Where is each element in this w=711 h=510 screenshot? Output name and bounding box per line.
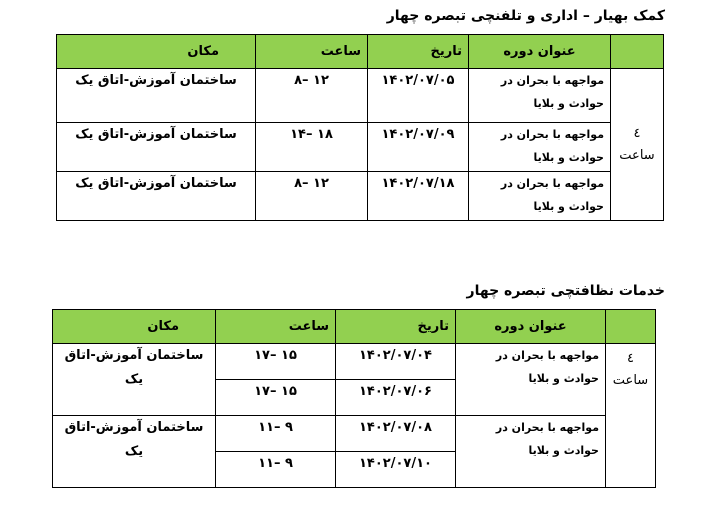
header-place: مکان [53,310,216,344]
date-cell: ۱۴۰۲/۰۷/۰۹ [368,123,469,172]
hours-cell [611,69,664,221]
hours-number: ٤ [627,351,634,366]
date-cell: ۱۴۰۲/۰۷/۰۶ [336,380,456,416]
hours-label: ساعت [612,373,649,388]
header-date: تاریخ [368,35,469,69]
place-cell: ساختمان آموزش-اتاق یک [57,69,256,123]
time-cell: ۱۲ –۸ [256,69,368,123]
time-cell: ۱۵ –۱۷ [216,344,336,380]
time-cell: ۹ –۱۱ [216,416,336,452]
course-name: مواجهه با بحران در حوادث و بلایا [469,172,611,221]
hours-label: ساعت [619,147,655,163]
course-name: مواجهه با بحران در حوادث و بلایا [456,416,606,488]
header-time: ساعت [256,35,368,69]
table-row [57,69,664,123]
time-cell: ۱۲ –۸ [256,172,368,221]
table-header-row [57,35,664,69]
schedule-table-assistant-nurse [56,34,664,221]
place-cell: ساختمان آموزش-اتاق یک [53,416,216,488]
time-cell: ۹ –۱۱ [216,452,336,488]
header-course: عنوان دوره [456,310,606,344]
table-header-row [53,310,656,344]
place-cell: ساختمان آموزش-اتاق یک [57,123,256,172]
hours-number: ٤ [633,125,641,141]
course-name: مواجهه با بحران در حوادث و بلایا [469,123,611,172]
time-cell: ۱۸ –۱۴ [256,123,368,172]
date-cell: ۱۴۰۲/۰۷/۱۸ [368,172,469,221]
table-row [57,123,664,172]
table-row [57,172,664,221]
header-blank [606,310,656,344]
place-cell: ساختمان آموزش-اتاق یک [57,172,256,221]
table-row [53,344,656,380]
header-time: ساعت [216,310,336,344]
header-course: عنوان دوره [469,35,611,69]
course-name: مواجهه با بحران در حوادث و بلایا [469,69,611,123]
section-title-assistant-nurse: کمک بهیار – اداری و تلفنچی تبصره چهار [386,8,665,24]
date-cell: ۱۴۰۲/۰۷/۰۵ [368,69,469,123]
header-blank [611,35,664,69]
date-cell: ۱۴۰۲/۰۷/۰۴ [336,344,456,380]
header-date: تاریخ [336,310,456,344]
time-cell: ۱۵ –۱۷ [216,380,336,416]
place-cell: ساختمان آموزش-اتاق یک [53,344,216,416]
date-cell: ۱۴۰۲/۰۷/۰۸ [336,416,456,452]
date-cell: ۱۴۰۲/۰۷/۱۰ [336,452,456,488]
section-title-cleaning-services: خدمات نظافتچی تبصره چهار [466,283,665,299]
schedule-table-cleaning-services [52,309,656,488]
header-place: مکان [57,35,256,69]
table-row [53,416,656,452]
course-name: مواجهه با بحران در حوادث و بلایا [456,344,606,416]
hours-cell [606,344,656,488]
